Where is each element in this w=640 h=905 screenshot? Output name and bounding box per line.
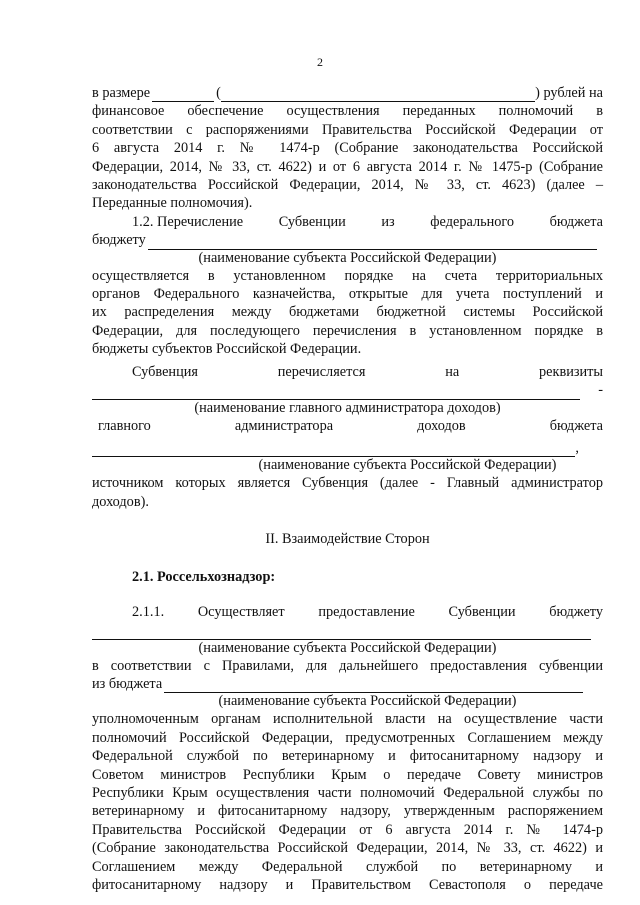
p211-budget-line	[92, 675, 603, 693]
section-2-title: II. Взаимодействие Сторон	[265, 531, 430, 548]
p211-word-4: Субвенции	[448, 604, 516, 621]
psub-word-2: перечисляется	[277, 363, 366, 380]
p1-line-3: 6 августа 2014 г. № 1474-р (Собрание законодательства Российской	[92, 140, 603, 157]
amount-label: в размере	[92, 85, 151, 101]
psub-word-4: реквизиты	[539, 363, 603, 380]
psub-caption-1: (наименование главного администратора доходов)	[194, 399, 501, 416]
p12-first-line	[92, 213, 603, 231]
psub-last-line: доходов).	[92, 493, 149, 510]
psub-comma: ,	[575, 439, 579, 456]
page-number: 2	[317, 55, 323, 69]
amount-paren-open: (	[216, 85, 221, 101]
document-body	[92, 84, 603, 894]
p211-line-7: Правительства Российской Федерации от 6 августа 2014 г. № 1474-р	[92, 821, 603, 838]
psub-second-line	[92, 417, 603, 435]
p211-word-1: 2.1.1.	[132, 604, 165, 621]
p12-line-1: осуществляется в установленном порядке на счета территориальных	[92, 267, 603, 284]
p12-word-4: федерального	[430, 213, 515, 230]
amount-end: ) рублей на	[535, 85, 603, 101]
p12-word-5: бюджета	[549, 213, 603, 230]
p211-line-6: ветеринарному и фитосанитарному надзору, утвержденным распоряжением	[92, 803, 603, 820]
p211-word-2: Осуществляет	[197, 604, 285, 621]
p211-line-1: уполномоченным органам исполнительной власти на осуществление части	[92, 711, 603, 728]
p211-subject-blank-1	[92, 626, 591, 640]
p211-line-3: Федеральной службой по ветеринарному и фитосанитарному надзору и	[92, 748, 603, 765]
p1-line-2: соответствии с распоряжениями Правительства Российской Федерации от	[92, 121, 603, 138]
psub-word2-2: администратора	[234, 417, 334, 434]
p12-budget-blank	[148, 236, 597, 250]
p211-line-10: фитосанитарному надзору и Правительством Севастополя о передаче	[92, 877, 603, 893]
p12-word-2: Субвенции	[278, 213, 346, 230]
p211-budget-label: из бюджета	[92, 675, 163, 692]
psub-admin-blank	[92, 386, 580, 400]
p211-budget-blank	[164, 679, 583, 693]
p1-line-4: Федерации, 2014, № 33, ст. 4622) и от 6 августа 2014 г. № 1475-р (Собрание	[92, 158, 603, 175]
p1-line-1: финансовое обеспечение осуществления переданных полномочий в	[92, 103, 603, 120]
psub-caption-2: (наименование субъекта Российской Федерации)	[258, 457, 557, 474]
p211-caption-1: (наименование субъекта Российской Федерации)	[198, 639, 497, 656]
p211-subject-line-1	[92, 626, 603, 640]
psub-word2-4: бюджета	[549, 417, 603, 434]
p1-line-5: законодательства Российской Федерации, 2014, № 33, ст. 4623) (далее –	[92, 177, 603, 194]
p12-caption: (наименование субъекта Российской Федерации)	[198, 249, 497, 266]
psub-word-3: на	[445, 363, 460, 380]
p12-line-2: органов Федерального казначейства, открытые для учета поступлений и	[92, 286, 603, 303]
psub-word2-1: главного	[98, 417, 151, 434]
p211-caption-2: (наименование субъекта Российской Федерации)	[218, 693, 517, 710]
subsection-2-1-title: 2.1. Россельхознадзор:	[132, 569, 276, 586]
p211-line: в соответствии с Правилами, для дальнейшего предоставления субвенции	[92, 657, 603, 674]
psub-subject-line	[92, 439, 603, 457]
p211-line-8: (Собрание законодательства Российской Федерации, 2014, № 33, ст. 4622) и	[92, 840, 603, 857]
psub-dash: -	[598, 382, 603, 399]
p211-line-5: Республики Крым осуществления части полномочий Федеральной службы по	[92, 784, 603, 801]
amount-blank	[152, 88, 214, 102]
p12-budget-label: бюджету	[92, 232, 146, 249]
p12-word-3: из	[381, 213, 395, 230]
p211-line-2: полномочий Российской Федерации, предусмотренных Соглашением между	[92, 729, 603, 746]
amount-line	[92, 84, 603, 102]
p12-line-3: их распределения между бюджетами бюджетной системы Российской	[92, 304, 603, 321]
psub-line: источником которых является Субвенция (далее - Главный администратор	[92, 475, 603, 492]
p12-line-4: Федерации, для последующего перечисления в установленном порядке в	[92, 322, 603, 339]
p211-first-line	[92, 603, 603, 621]
amount-words-blank	[221, 88, 535, 102]
psub-admin-line	[92, 381, 603, 399]
p12-budget-line	[92, 231, 603, 249]
p12-word-1: 1.2. Перечисление	[132, 213, 244, 230]
p12-last-line: бюджеты субъектов Российской Федерации.	[92, 341, 362, 358]
p211-word-5: бюджету	[549, 604, 603, 621]
psub-word-1: Субвенция	[132, 363, 198, 380]
p1-last-line: Переданные полномочия).	[92, 195, 253, 212]
psub-first-line	[92, 363, 603, 381]
p211-line-4: Советом министров Республики Крым о передаче Совету министров	[92, 766, 603, 783]
p211-word-3: предоставление	[318, 604, 415, 621]
p211-line-9: Соглашением между Федеральной службой по ветеринарному и	[92, 858, 603, 875]
psub-word2-3: доходов	[417, 417, 466, 434]
psub-subject-blank	[92, 443, 575, 457]
